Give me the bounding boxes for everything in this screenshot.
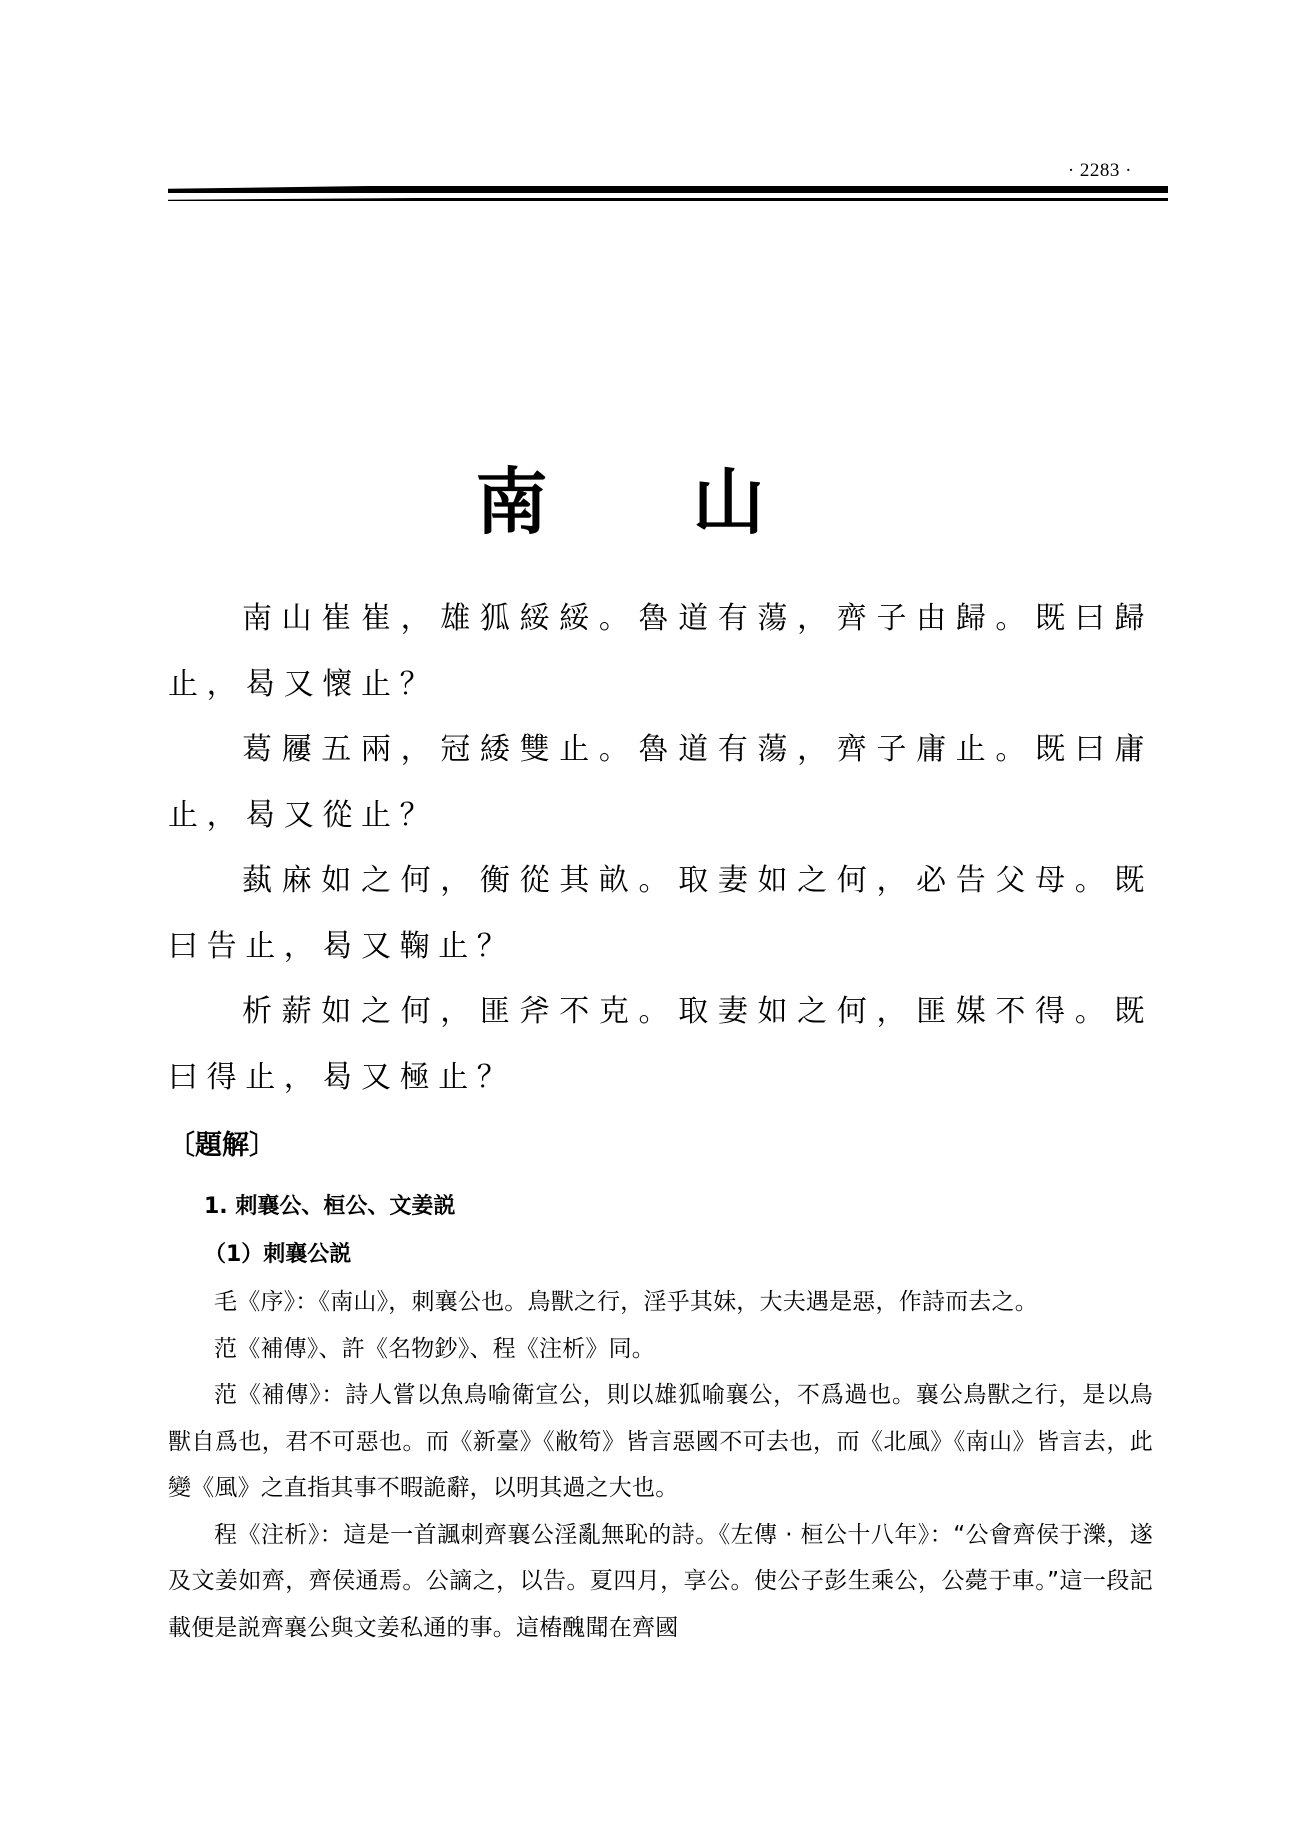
poem-title: 南 山: [475, 459, 825, 545]
page-number: · 2283 ·: [1067, 160, 1132, 181]
poem-stanza: 南山崔崔，雄狐綏綏。魯道有蕩，齊子由歸。既曰歸止，曷又懷止？: [168, 601, 1153, 702]
header-rule-thick: [168, 186, 1168, 193]
poem-body: [168, 586, 1153, 1110]
commentary-paragraph: 毛《序》：《南山》，刺襄公也。鳥獸之行，淫乎其妹，大夫遇是惡，作詩而去之。: [214, 1289, 1038, 1316]
section-heading-tijie: 〔題解〕: [168, 1130, 276, 1161]
poem-stanza: 析薪如之何，匪斧不克。取妻如之何，匪媒不得。既曰得止，曷又極止？: [168, 994, 1153, 1095]
poem-stanza: 蓺麻如之何，衡從其畝。取妻如之何，必告父母。既曰告止，曷又鞠止？: [168, 863, 1153, 964]
commentary-paragraph: 程《注析》：這是一首諷刺齊襄公淫亂無恥的詩。《左傳 · 桓公十八年》：“公會齊侯于濼，遂及文姜如齊，齊侯通焉。公謫之，以告。夏四月，享公。使公子彭生乘公，公薨于車。”這一段記載便是説齊襄公與文姜私通的事。這樁醜聞在齊國: [168, 1521, 1153, 1641]
subheading-1: 1. 刺襄公、桓公、文姜説: [204, 1194, 456, 1220]
poem-stanza: 葛屨五兩，冠緌雙止。魯道有蕩，齊子庸止。既曰庸止，曷又從止？: [168, 732, 1153, 833]
commentary-section: [168, 1128, 1153, 1651]
commentary-paragraph: 范《補傳》：詩人嘗以魚鳥喻衛宣公，則以雄狐喻襄公，不爲過也。襄公鳥獸之行，是以鳥獸自爲也，君不可惡也。而《新臺》《敝笱》皆言惡國不可去也，而《北風》《南山》皆言去，此變《風》之直指其事不暇詭辭，以明其過之大也。: [168, 1382, 1153, 1502]
subheading-1-1: （1）刺襄公説: [204, 1242, 352, 1268]
commentary-paragraph: 范《補傳》、許《名物鈔》、程《注析》同。: [214, 1335, 655, 1362]
header-rule-thin: [168, 198, 1168, 201]
